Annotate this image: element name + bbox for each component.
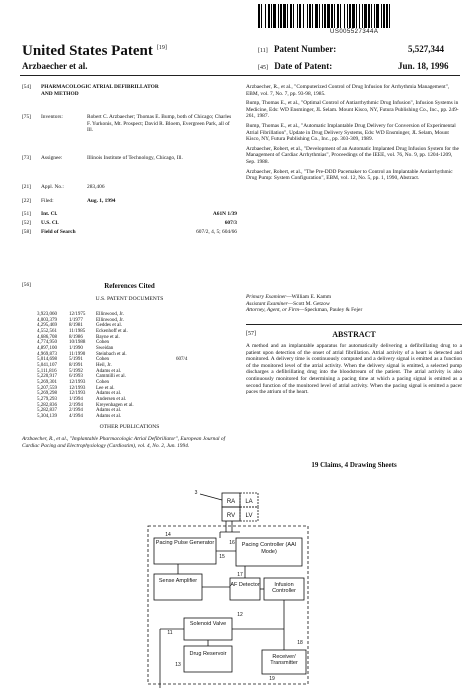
patent-number-label: Patent Number: [274, 44, 337, 54]
reference-cell: 5,279,293 [37, 396, 57, 402]
reference-cell: Kreyenhagen et al. [96, 402, 134, 408]
reference-cell: Andersen et al. [96, 396, 127, 402]
reference-cell: Ellinwood, Jr. [96, 317, 124, 323]
reference-cell: 8/1986 [69, 334, 83, 340]
patent-number-code: [11] [258, 48, 268, 54]
reference-cell: 5,041,107 [37, 362, 57, 368]
reference-cell: Sweidan [96, 345, 114, 351]
reference-cell: Bayne et al. [96, 334, 120, 340]
title-code: [19] [156, 45, 167, 51]
la-label: LA [245, 499, 253, 505]
reference-cell: 607/4 [176, 357, 188, 363]
reference-cell: 5,282,836 [37, 402, 57, 408]
reference-cell: 4,969,873 [37, 351, 57, 357]
invention-title: PHARMACOLOGIC ATRIAL DEFIBRILLATOR AND METHOD [41, 84, 159, 97]
reference-cell: 4,295,469 [37, 323, 57, 329]
reference-cell: 4,897,100 [37, 345, 57, 351]
reference-table [37, 312, 237, 419]
reference-cell: Steinbach et al. [96, 351, 127, 357]
abstract-heading: ABSTRACT [332, 330, 376, 339]
us-docs-heading: U.S. PATENT DOCUMENTS [95, 296, 164, 302]
primary-examiner: Primary Examiner—William E. Kamm [246, 294, 332, 300]
date-row [258, 61, 332, 71]
reference-cell: 12/1993 [69, 379, 86, 385]
other-pub-entry: Arzbaecher, R., et al., "Computerized Control of Drug Infusion for Arrhythmia Management", EBM, vol. 7, No. 7, pp. 93-98, 1985. [246, 84, 450, 97]
abstract-code: [57] [246, 331, 256, 337]
patent-heading [22, 43, 167, 60]
ra-label: RA [226, 499, 236, 505]
reference-cell: Eckenhoff et al. [96, 328, 128, 334]
reference-cell: 1/1994 [69, 396, 83, 402]
other-pub-entry: Arzbaecher, Robert, et al., "Development of an Automatic Implanted Drug Infusion System for the Management of Cardiac Arrhythmias", Proceedings of the IEEE, vol. 76, No. 9, pp. 1204-1209, Sep. 1988. [246, 145, 459, 165]
patent-title: United States Patent [22, 43, 153, 59]
other-pub-entry: Bump, Thomas E., et al., "Automatic Implantable Drug Delivery for Conversion of Experimental Atrial Fibrillation", Update in Drug Delivery Systems, Eds: WD Ensminger, JL Selam, Mount Kisco, NY, Futura Publishing Co., Inc., pp. 303-309, 1989. [246, 122, 456, 143]
reference-cell: 8/1991 [69, 362, 83, 368]
barcode [258, 4, 466, 28]
reference-cell: Cohen [96, 357, 110, 363]
filed-label: Filed: [41, 198, 54, 204]
ref-3: 3 [194, 490, 198, 496]
reference-cell: Lee et al. [96, 385, 115, 391]
barcode-bar [389, 4, 390, 28]
af-detector-label: AF Detector [230, 582, 260, 588]
reference-cell: 11/1985 [69, 328, 86, 334]
patent-number-row [258, 44, 336, 54]
reference-cell: 5,014,698 [37, 357, 57, 363]
field-code: [58] [22, 229, 31, 235]
reference-cell: Cammilli et al. [96, 374, 126, 380]
reference-cell: 4,686,708 [37, 334, 57, 340]
intcl-value: A61N 1/39 [212, 211, 237, 217]
infusion-ctrl-label: Infusion Controller [272, 582, 296, 594]
reference-cell: 5/1992 [69, 368, 83, 374]
reference-cell: 10/1988 [69, 340, 86, 346]
title-code-54: [54] [22, 84, 31, 90]
reference-cell [176, 414, 216, 420]
reference-cell: 11/1990 [69, 351, 86, 357]
assignee-label: Assignee: [41, 155, 63, 161]
reference-cell: Heil, Jr. [96, 362, 112, 368]
refs-code: [56] [22, 282, 31, 288]
ref-15: 15 [219, 554, 225, 560]
reference-cell: 5/1991 [69, 357, 83, 363]
reference-cell: 5,111,816 [37, 368, 57, 374]
filed-value: Aug. 1, 1994 [87, 198, 116, 204]
reference-cell: 1/1990 [69, 345, 83, 351]
appl-value: 283,406 [87, 184, 105, 190]
date-label: Date of Patent: [274, 61, 333, 71]
reference-cell: Ellinwood, Jr. [96, 312, 124, 317]
inventors-short: Arzbaecher et al. [22, 61, 88, 71]
intcl-code: [51] [22, 211, 31, 217]
reference-cell: 5,304,139 [37, 413, 57, 419]
assistant-examiner: Assistant Examiner—Scott M. Getzow [246, 300, 330, 307]
assistant-examiner-label: Assistant Examiner [246, 300, 288, 307]
patent-number: 5,527,344 [408, 44, 444, 54]
abstract-rule [246, 324, 462, 325]
reference-cell: 3,923,060 [37, 312, 57, 317]
reference-cell: 1/1977 [69, 317, 83, 323]
ref-17: 17 [237, 572, 243, 578]
reference-cell: 2/1994 [69, 402, 83, 408]
reference-cell: 5,269,298 [37, 391, 57, 397]
refs-heading: References Cited [104, 282, 155, 290]
reference-cell: 5,282,837 [37, 408, 57, 414]
examiners [246, 294, 462, 314]
primary-examiner-label: Primary Examiner [246, 294, 287, 300]
field-label: Field of Search [41, 229, 76, 235]
reference-cell: 12/1975 [69, 312, 86, 317]
inventors-code: [75] [22, 114, 31, 120]
appl-label: Appl. No.: [41, 184, 64, 190]
primary-examiner-name: William E. Kamm [291, 294, 332, 300]
ref-11: 11 [167, 630, 173, 636]
reference-cell: Adams et al. [96, 413, 122, 419]
solenoid-label: Solenoid Valve [189, 621, 227, 627]
ref-16: 16 [229, 540, 235, 546]
reference-cell: 4,003,379 [37, 317, 57, 323]
reference-cell: 12/1993 [69, 391, 86, 397]
ref-14: 14 [165, 532, 171, 538]
reference-row [37, 414, 237, 420]
receiver-label: Receiver/ Transmitter [270, 654, 298, 666]
field-value: 607/2, 4, 5; 604/66 [196, 229, 237, 235]
ref-19: 19 [269, 676, 275, 682]
reference-cell: 4,552,561 [37, 328, 57, 334]
other-pub-left: Arzbaecher, R., et al., "Implantable Pharmacologic Atrial Defibrillator", European Journal of Cardiac Pacing and Electrophysiology (Cardiostim), vol. 4, No. 2, Jun. 1994. [22, 436, 226, 449]
barcode-number: US005527344A [330, 29, 379, 35]
reference-cell: 6/1993 [69, 374, 83, 380]
inventors-label: Inventors: [41, 114, 63, 120]
reference-cell: Cohen [96, 340, 110, 346]
filed-code: [22] [22, 198, 31, 204]
other-pubs-right [246, 84, 462, 185]
lv-label: LV [245, 513, 253, 519]
pacing-ctrl-label: Pacing Controller (AAI Mode) [241, 542, 297, 555]
other-pub-entry: Arzbaecher, Robert, et al., "The Pre-DDD Pacemaker to Control an Implantable Antiarrhythmic Drug Pump: System Configuration", EBM, vol. 12, No. 5, pp. 1, 1990, Abstract. [246, 168, 453, 182]
reference-cell: 2/1994 [69, 408, 83, 414]
uscl-code: [52] [22, 220, 31, 226]
reference-cell: 5,207,559 [37, 385, 57, 391]
reference-cell: 4/1994 [69, 413, 83, 419]
ref-18: 18 [297, 640, 303, 646]
reference-cell: Adams et al. [96, 368, 122, 374]
column-gap [238, 82, 239, 240]
assignee-value: Illinois Institute of Technology, Chicago, Ill. [87, 155, 183, 161]
reference-cell: Cohen [96, 379, 110, 385]
reference-cell: 5,269,301 [37, 379, 57, 385]
rv-label: RV [226, 513, 236, 519]
other-pub-entry: Bump, Thomas E., et al., "Optimal Control of Antiarrhythmic Drug Infusion", Infusion Systems in Medicine, Eds: WD Ensminger, JL Selam. Mount Kisco, NY, Futura Publishing Co., Inc., pp. 249-261, 1987. [246, 100, 459, 120]
abstract-text: A method and an implantable apparatus for automatically delivering a defibrillating drug to a patient upon detection of the onset of atrial fibrillation. Atrial activity of a heart is detected and monitored. A delivery time is continuously computed and a delivery signal is emitted as a function of the monitored level of the atrial activity. When the delivery signal is emitted, a selected pump discharges a defibrillating drug into the bloodstream of the patient. The atrial activity is also continuously monitored for determining a pacing time at which a pacing signal is emitted as a second function of the monitored level of atrial activity. When the pacing signal is emitted a pacer paces the atrium of the heart. [246, 343, 462, 396]
block-diagram [140, 488, 320, 692]
reference-cell: 5,220,917 [37, 374, 57, 380]
appl-code: [21] [22, 184, 31, 190]
reference-cell: 12/1993 [69, 385, 86, 391]
reference-cell: Geddes et al. [96, 323, 122, 329]
attorney-name: Speckman, Pauley & Fejer [304, 307, 363, 314]
uscl-value: 607/3 [224, 220, 237, 226]
claims-summary: 19 Claims, 4 Drawing Sheets [311, 461, 397, 469]
assistant-examiner-name: Scott M. Getzow [293, 300, 330, 307]
assignee-code: [73] [22, 155, 31, 161]
uscl-label: U.S. Cl. [41, 220, 59, 226]
reference-cell: 4,774,950 [37, 340, 57, 346]
header-divider [20, 75, 460, 76]
ref-12: 12 [237, 612, 243, 618]
attorney-label: Attorney, Agent, or Firm [246, 307, 300, 314]
reference-cell: Adams et al. [96, 408, 122, 414]
other-pubs-heading: OTHER PUBLICATIONS [99, 424, 160, 430]
intcl-label: Int. Cl. [41, 211, 58, 217]
attorney: Attorney, Agent, or Firm—Speckman, Pauley & Fejer [246, 307, 363, 314]
reference-cell: Adams et al. [96, 391, 122, 397]
inventors-value: Robert C. Arzbaecher; Thomas E. Bump, both of Chicago; Charles F. Yurkonis, Mt. Prospect; David R. Bloem, Evergreen Park, all of Ill. [87, 114, 232, 134]
reference-cell: 8/1981 [69, 323, 83, 329]
sense-amp-label: Sense Amplifier [158, 578, 198, 584]
patent-date: Jun. 18, 1996 [398, 61, 449, 71]
pacing-gen-label: Pacing Pulse Generator [155, 540, 215, 546]
date-code: [45] [258, 65, 268, 71]
ref-13: 13 [175, 662, 181, 668]
drug-res-label: Drug Reservoir [189, 651, 227, 657]
